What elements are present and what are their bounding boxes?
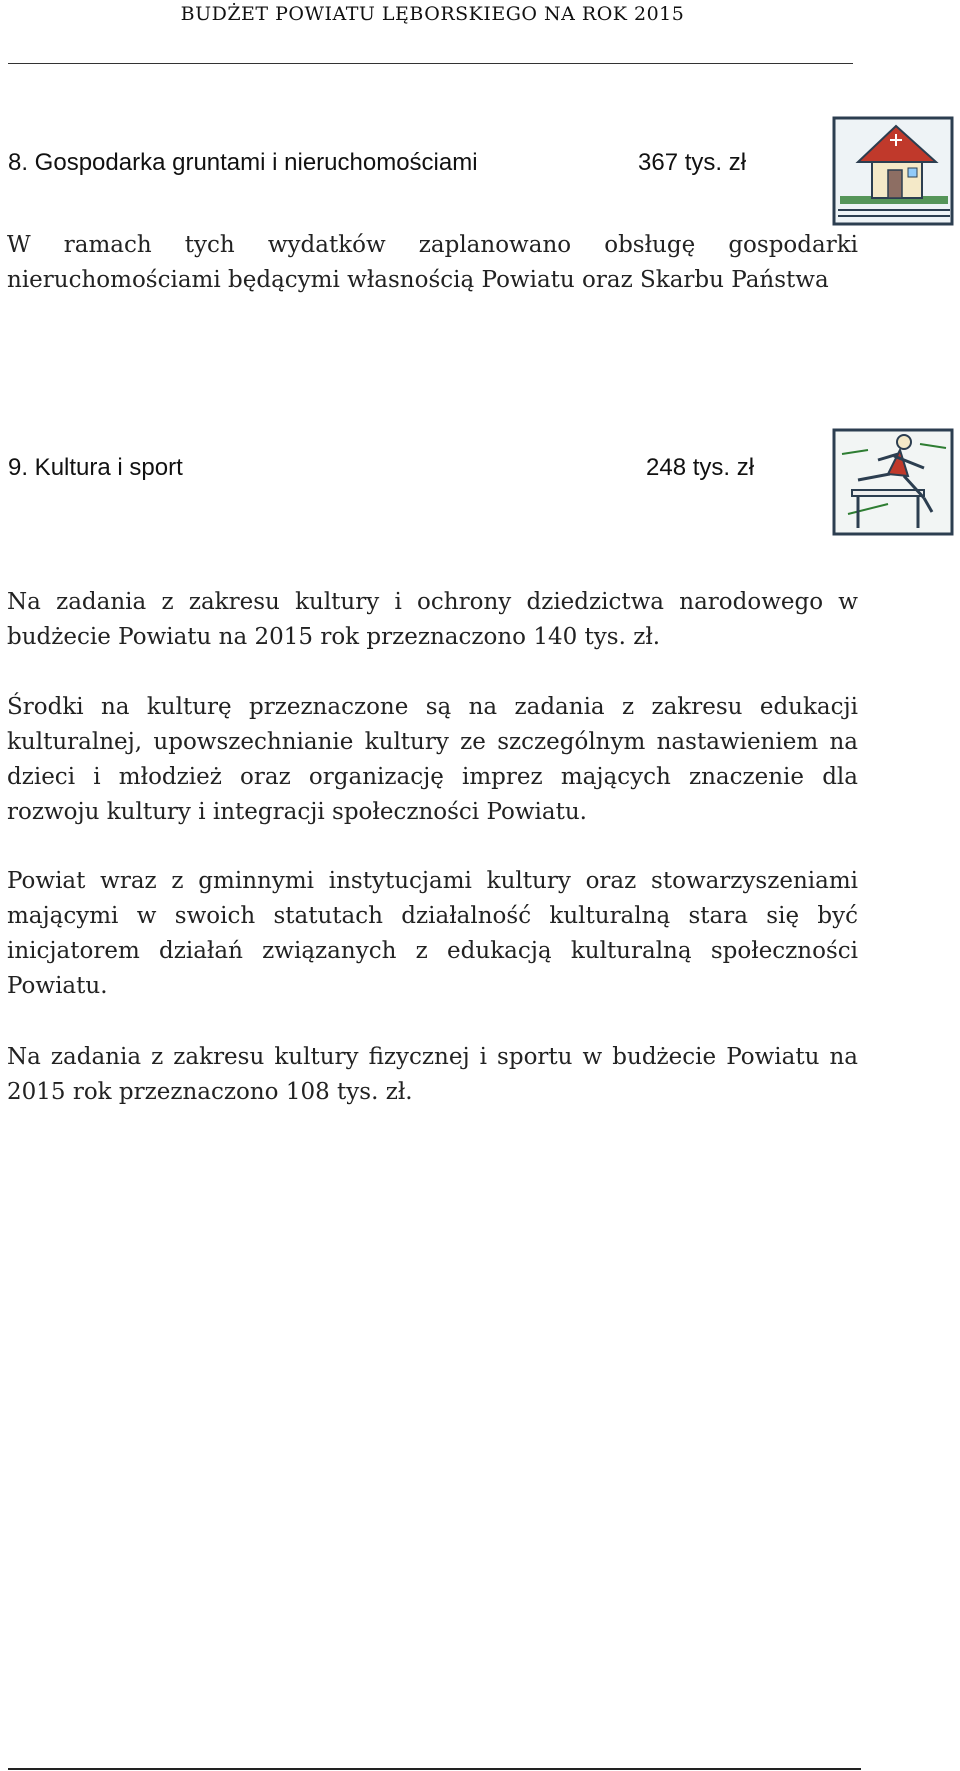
section-paragraph: Na zadania z zakresu kultury fizycznej i sportu w budżecie Powiatu na 2015 rok przeznaczono 108 tys. zł. — [7, 1044, 858, 1105]
section-title: 8. Gospodarka gruntami i nieruchomościami — [8, 149, 478, 176]
section-paragraph: Na zadania z zakresu kultury i ochrony dziedzictwa narodowego w budżecie Powiatu na 2015 rok przeznaczono 140 tys. zł. — [7, 589, 858, 650]
section-heading-culture-sport — [8, 453, 755, 483]
section-heading-land-management — [8, 148, 747, 178]
header-divider — [8, 63, 853, 64]
section-amount: 248 tys. zł — [646, 454, 755, 481]
section-amount: 367 tys. zł — [638, 149, 747, 176]
section-title: 9. Kultura i sport — [8, 454, 183, 481]
footer-divider — [8, 1768, 861, 1770]
hurdle-runner-clipart-icon — [828, 424, 958, 544]
house-clipart-icon — [828, 112, 958, 230]
section-paragraph: W ramach tych wydatków zaplanowano obsługę gospodarki nieruchomościami będącymi własnością Powiatu oraz Skarbu Państwa — [7, 232, 858, 293]
running-header: BUDŻET POWIATU LĘBORSKIEGO NA ROK 2015 — [180, 3, 685, 25]
section-paragraph: Powiat wraz z gminnymi instytucjami kultury oraz stowarzyszeniami mającymi w swoich statutach działalność kulturalną stara się być inicjatorem działań związanych z edukacją kulturalną społeczności Powiatu. — [7, 868, 858, 999]
section-paragraph: Środki na kulturę przeznaczone są na zadania z zakresu edukacji kulturalnej, upowszechnianie kultury ze szczególnym nastawieniem na dzieci i młodzież oraz organizację imprez mających znaczenie dla rozwoju kultury i integracji społeczności Powiatu. — [7, 694, 858, 825]
